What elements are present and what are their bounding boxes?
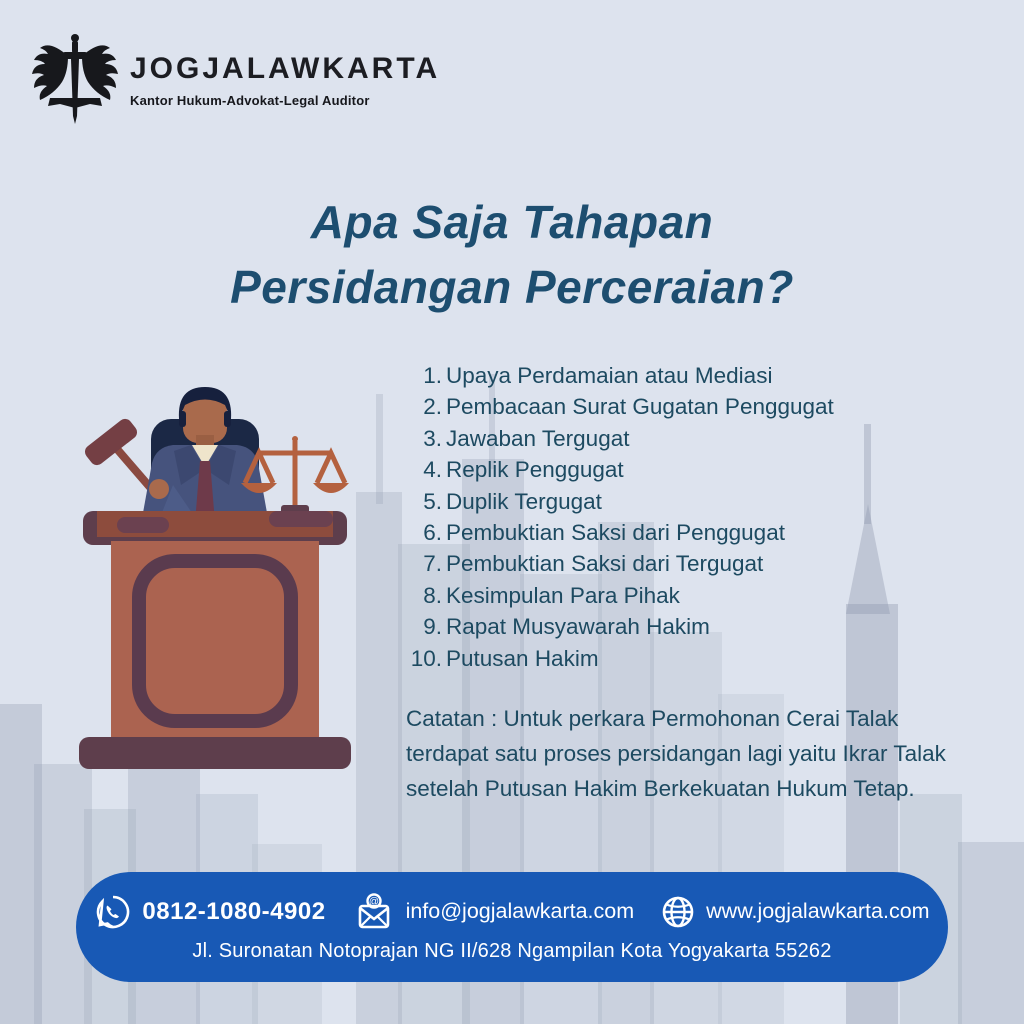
stage-item: Pembuktian Saksi dari Penggugat (446, 520, 785, 546)
website-url: www.jogjalawkarta.com (706, 899, 930, 923)
stage-item: Kesimpulan Para Pihak (446, 582, 680, 608)
logo-title: JOGJALAWKARTA (130, 52, 441, 85)
page-title (0, 190, 1024, 320)
page-title-line2: Persidangan Perceraian? (230, 261, 794, 313)
logo-subtitle: Kantor Hukum-Advokat-Legal Auditor (130, 93, 370, 108)
stage-item: Pembuktian Saksi dari Tergugat (446, 551, 764, 577)
whatsapp-icon (94, 893, 132, 931)
stage-item: Replik Penggugat (446, 457, 624, 483)
email-contact (352, 892, 635, 932)
judge-illustration (55, 383, 355, 775)
phone-contact (94, 893, 325, 931)
svg-text:@: @ (368, 896, 379, 907)
globe-icon (660, 894, 696, 930)
phone-number: 0812-1080-4902 (142, 897, 326, 925)
email-address: info@jogjalawkarta.com (405, 899, 635, 923)
website-contact (660, 894, 929, 930)
address-line: Jl. Suronatan Notoprajan NG II/628 Ngampilan Kota Yogyakarta 55262 (192, 939, 832, 962)
logo (30, 32, 440, 128)
winged-sword-law-emblem-icon (30, 32, 120, 128)
gavel-icon (82, 416, 155, 493)
note-text: Catatan : Untuk perkara Permohonan Cerai Talak terdapat satu proses persidangan lagi yaitu Ikrar Talak setelah Putusan Hakim Berkekuatan Hukum Tetap. (406, 706, 946, 801)
stages-list (398, 360, 988, 674)
stage-item: Pembacaan Surat Gugatan Penggugat (446, 394, 834, 420)
stage-item: Upaya Perdamaian atau Mediasi (446, 363, 773, 388)
stage-item: Jawaban Tergugat (446, 425, 630, 451)
stage-item: Putusan Hakim (446, 645, 599, 671)
page-title-line1: Apa Saja Tahapan (310, 196, 714, 248)
contact-row (94, 892, 929, 932)
stages-section (398, 360, 988, 674)
stage-item: Rapat Musyawarah Hakim (446, 614, 710, 640)
contact-bar (76, 872, 948, 982)
email-icon (352, 892, 396, 932)
stage-item: Duplik Tergugat (446, 488, 602, 514)
